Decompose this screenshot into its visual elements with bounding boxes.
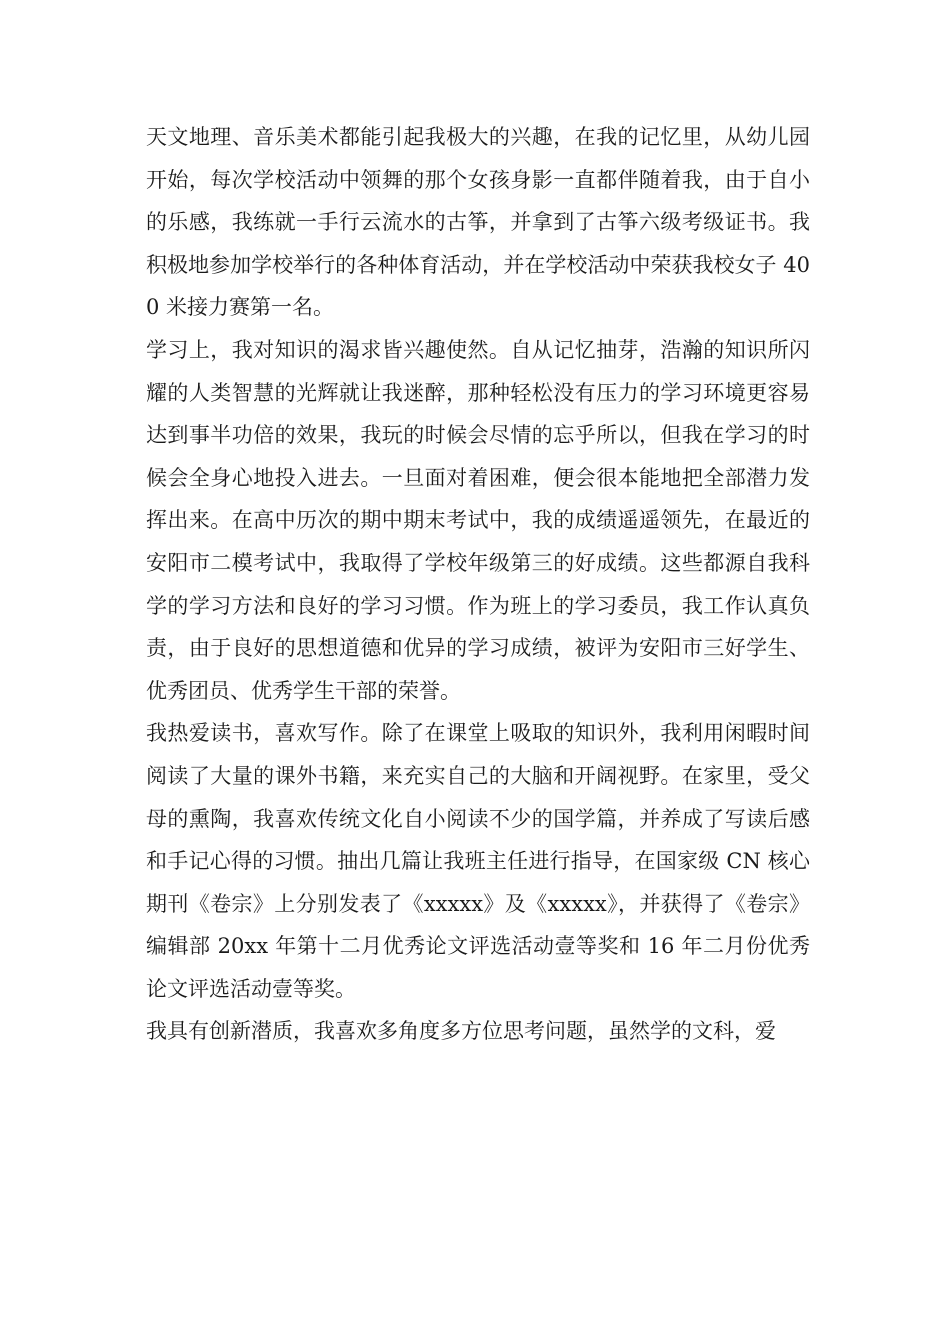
document-body (146, 116, 810, 1053)
paragraph-1: 天文地理、音乐美术都能引起我极大的兴趣，在我的记忆里，从幼儿园开始，每次学校活动中领舞的那个女孩身影一直都伴随着我，由于自小的乐感，我练就一手行云流水的古筝，并拿到了古筝六级考级证书。我积极地参加学校举行的各种体育活动，并在学校活动中荣获我校女子 400 米接力赛第一名。 (146, 125, 810, 320)
paragraph-4: 我具有创新潜质，我喜欢多角度多方位思考问题，虽然学的文科，爱 (146, 1019, 776, 1044)
paragraph-3: 我热爱读书，喜欢写作。除了在课堂上吸取的知识外，我利用闲暇时间阅读了大量的课外书籍，来充实自己的大脑和开阔视野。在家里，受父母的熏陶，我喜欢传统文化自小阅读不少的国学篇，并养成了写读后感和手记心得的习惯。抽出几篇让我班主任进行指导，在国家级 CN 核心期刊《卷宗》上分别发表了《xxxxx》及《xxxxx》，并获得了《卷宗》编辑部 20xx 年第十二月优秀论文评选活动壹等奖和 16 年二月份优秀论文评选活动壹等奖。 (146, 721, 810, 1001)
paragraph-2: 学习上，我对知识的渴求皆兴趣使然。自从记忆抽芽，浩瀚的知识所闪耀的人类智慧的光辉就让我迷醉，那种轻松没有压力的学习环境更容易达到事半功倍的效果，我玩的时候会尽情的忘乎所以，但我在学习的时候会全身心地投入进去。一旦面对着困难，便会很本能地把全部潜力发挥出来。在高中历次的期中期末考试中，我的成绩遥遥领先，在最近的安阳市二模考试中，我取得了学校年级第三的好成绩。这些都源自我科学的学习方法和良好的学习习惯。作为班上的学习委员，我工作认真负责，由于良好的思想道德和优异的学习成绩，被评为安阳市三好学生、优秀团员、优秀学生干部的荣誉。 (146, 337, 810, 703)
